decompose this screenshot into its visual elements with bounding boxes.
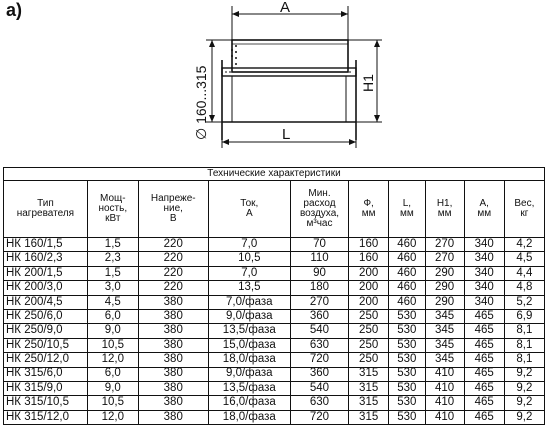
table-cell: 9,2 [504,410,544,424]
table-cell: 4,2 [504,238,544,252]
header-power: Мощ- ность, кВт [87,181,138,238]
table-cell: 340 [464,281,504,295]
table-row [4,396,545,410]
table-cell: 250 [349,324,389,338]
table-cell: 9,0/фаза [208,309,290,323]
header-a: А, мм [464,181,504,238]
table-cell: 10,5 [87,338,138,352]
table-row [4,353,545,367]
table-cell: 380 [138,295,208,309]
table-cell: 8,1 [504,338,544,352]
table-row [4,281,545,295]
table-cell: 720 [290,353,348,367]
table-cell: 380 [138,381,208,395]
table-cell: 180 [290,281,348,295]
table-cell: 8,1 [504,353,544,367]
table-cell: 290 [425,295,464,309]
table-cell: 410 [425,367,464,381]
table-row [4,367,545,381]
table-cell: 12,0 [87,353,138,367]
table-cell: 13,5/фаза [208,381,290,395]
cell-type: НК 250/9,0 [4,324,88,338]
table-cell: 270 [425,252,464,266]
table-cell: 7,0 [208,266,290,280]
table-cell: 380 [138,338,208,352]
table-row [4,410,545,424]
table-cell: 345 [425,324,464,338]
header-type: Тип нагревателя [4,181,88,238]
header-length: L, мм [389,181,425,238]
table-cell: 160 [349,252,389,266]
table-cell: 380 [138,324,208,338]
table-cell: 465 [464,396,504,410]
table-cell: 200 [349,295,389,309]
table-cell: 540 [290,324,348,338]
heater-box [232,40,348,72]
table-cell: 345 [425,338,464,352]
table-cell: 220 [138,266,208,280]
table-cell: 380 [138,410,208,424]
header-current: Ток, А [208,181,290,238]
table-cell: 540 [290,381,348,395]
table-cell: 360 [290,367,348,381]
table-row [4,381,545,395]
table-cell: 410 [425,396,464,410]
table-row [4,238,545,252]
table-cell: 290 [425,281,464,295]
table-cell: 380 [138,396,208,410]
cell-type: НК 315/12,0 [4,410,88,424]
table-cell: 270 [425,238,464,252]
cell-type: НК 250/10,5 [4,338,88,352]
table-cell: 4,4 [504,266,544,280]
table-cell: 15,0/фаза [208,338,290,352]
table-cell: 465 [464,324,504,338]
cell-type: НК 200/1,5 [4,266,88,280]
dim-a-arrow-right [341,11,348,17]
table-cell: 460 [389,266,425,280]
table-cell: 1,5 [87,238,138,252]
table-row [4,324,545,338]
figure-label: а) [6,0,23,20]
table-cell: 345 [425,309,464,323]
table-cell: 7,0/фаза [208,295,290,309]
table-cell: 465 [464,381,504,395]
table-cell: 290 [425,266,464,280]
table-cell: 380 [138,309,208,323]
table-cell: 3,0 [87,281,138,295]
table-cell: 160 [349,238,389,252]
table-cell: 2,3 [87,252,138,266]
table-cell: 460 [389,252,425,266]
table-cell: 315 [349,410,389,424]
table-cell: 340 [464,238,504,252]
table-row [4,266,545,280]
table-cell: 200 [349,281,389,295]
table-row [4,309,545,323]
table-cell: 530 [389,367,425,381]
dim-l-label: L [282,126,291,143]
table-cell: 465 [464,309,504,323]
table-cell: 16,0/фаза [208,396,290,410]
header-diameter: Ф, мм [349,181,389,238]
table-cell: 250 [349,353,389,367]
table-cell: 110 [290,252,348,266]
table-cell: 410 [425,381,464,395]
table-cell: 465 [464,338,504,352]
table-cell: 9,2 [504,381,544,395]
table-cell: 530 [389,338,425,352]
table-cell: 9,0 [87,324,138,338]
table-cell: 340 [464,266,504,280]
header-voltage: Напреже- ние, В [138,181,208,238]
table-cell: 630 [290,338,348,352]
table-cell: 250 [349,309,389,323]
header-airflow: Мин. расход воздуха, м³час [290,181,348,238]
table-cell: 380 [138,353,208,367]
table-row [4,252,545,266]
table-cell: 270 [290,295,348,309]
table-cell: 630 [290,396,348,410]
dim-diameter-label: ∅ 160...315 [193,65,209,140]
table-cell: 530 [389,324,425,338]
table-cell: 70 [290,238,348,252]
table-cell: 345 [425,353,464,367]
cell-type: НК 160/2,3 [4,252,88,266]
table-cell: 315 [349,396,389,410]
header-weight: Вес, кг [504,181,544,238]
cell-type: НК 160/1,5 [4,238,88,252]
table-cell: 6,0 [87,367,138,381]
table-cell: 315 [349,381,389,395]
table-cell: 220 [138,238,208,252]
header-h1: H1, мм [425,181,464,238]
table-cell: 5,2 [504,295,544,309]
table-cell: 530 [389,381,425,395]
table-cell: 530 [389,353,425,367]
table-cell: 460 [389,295,425,309]
dim-a-label: A [280,0,291,16]
table-cell: 720 [290,410,348,424]
table-cell: 465 [464,353,504,367]
table-cell: 220 [138,252,208,266]
table-cell: 340 [464,252,504,266]
table-cell: 18,0/фаза [208,353,290,367]
table-cell: 530 [389,309,425,323]
table-cell: 4,5 [87,295,138,309]
cell-type: НК 315/6,0 [4,367,88,381]
cell-type: НК 315/9,0 [4,381,88,395]
table-cell: 465 [464,410,504,424]
table-caption: Технические характеристики [4,168,545,181]
table-cell: 530 [389,396,425,410]
table-body [4,238,545,425]
table-cell: 7,0 [208,238,290,252]
table-cell: 18,0/фаза [208,410,290,424]
dim-h1-label: H1 [360,74,376,92]
table-cell: 4,8 [504,281,544,295]
cell-type: НК 200/3,0 [4,281,88,295]
table-header-row [4,181,545,238]
table-cell: 380 [138,367,208,381]
table-cell: 200 [349,266,389,280]
table-cell: 8,1 [504,324,544,338]
table-cell: 460 [389,281,425,295]
table-cell: 13,5/фаза [208,324,290,338]
table-cell: 9,2 [504,367,544,381]
table-cell: 460 [389,238,425,252]
table-row [4,338,545,352]
cell-type: НК 200/4,5 [4,295,88,309]
table-cell: 9,0 [87,381,138,395]
table-cell: 10,5 [87,396,138,410]
cell-type: НК 250/12,0 [4,353,88,367]
table-cell: 410 [425,410,464,424]
table-cell: 6,9 [504,309,544,323]
cell-type: НК 250/6,0 [4,309,88,323]
table-cell: 6,0 [87,309,138,323]
table-cell: 9,2 [504,396,544,410]
duct-heater-drawing [0,0,550,165]
table-cell: 13,5 [208,281,290,295]
table-cell: 530 [389,410,425,424]
table-cell: 340 [464,295,504,309]
table-cell: 90 [290,266,348,280]
specifications-table [3,167,545,425]
table-row [4,295,545,309]
table-cell: 9,0/фаза [208,367,290,381]
cell-type: НК 315/10,5 [4,396,88,410]
dim-a-arrow-left [232,11,239,17]
table-cell: 1,5 [87,266,138,280]
table-cell: 12,0 [87,410,138,424]
table-cell: 250 [349,338,389,352]
table-cell: 4,5 [504,252,544,266]
table-cell: 465 [464,367,504,381]
table-cell: 10,5 [208,252,290,266]
table-cell: 220 [138,281,208,295]
table-cell: 360 [290,309,348,323]
table-cell: 315 [349,367,389,381]
